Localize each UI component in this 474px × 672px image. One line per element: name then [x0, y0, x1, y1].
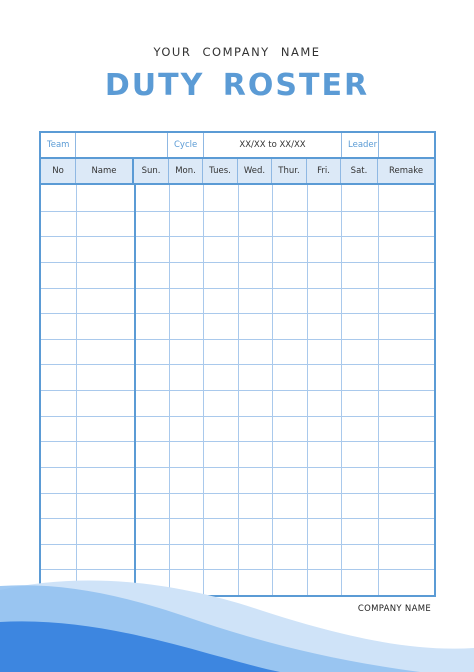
column-divider: [134, 185, 136, 595]
leader-label: Leader: [342, 133, 379, 157]
column-divider: [203, 185, 204, 595]
column-divider: [307, 185, 308, 595]
col-no: No: [41, 159, 76, 183]
roster-grid[interactable]: [41, 185, 434, 595]
col-tues: Tues.: [203, 159, 238, 183]
info-row: [41, 133, 434, 159]
column-divider: [378, 185, 379, 595]
company-name: YOUR COMPANY NAME: [153, 45, 321, 59]
col-sat: Sat.: [341, 159, 378, 183]
cycle-label: Cycle: [168, 133, 204, 157]
column-divider: [341, 185, 342, 595]
team-value[interactable]: [76, 133, 168, 157]
col-fri: Fri.: [307, 159, 341, 183]
decorative-waves: [0, 560, 474, 672]
col-wed: Wed.: [238, 159, 272, 183]
column-divider: [238, 185, 239, 595]
col-sun: Sun.: [134, 159, 169, 183]
col-name: Name: [76, 159, 134, 183]
footer-company-name: COMPANY NAME: [357, 604, 431, 614]
col-remake: Remake: [388, 166, 424, 176]
duty-roster-table: [39, 131, 436, 597]
column-divider: [272, 185, 273, 595]
cycle-value[interactable]: XX/XX to XX/XX: [204, 133, 342, 157]
column-divider: [76, 185, 77, 595]
col-mon: Mon.: [169, 159, 203, 183]
column-divider: [169, 185, 170, 595]
col-thur: Thur.: [272, 159, 307, 183]
page-title: DUTY ROSTER: [104, 68, 370, 103]
leader-value[interactable]: [379, 133, 434, 157]
team-label: Team: [41, 133, 76, 157]
column-header-row: [41, 159, 434, 185]
